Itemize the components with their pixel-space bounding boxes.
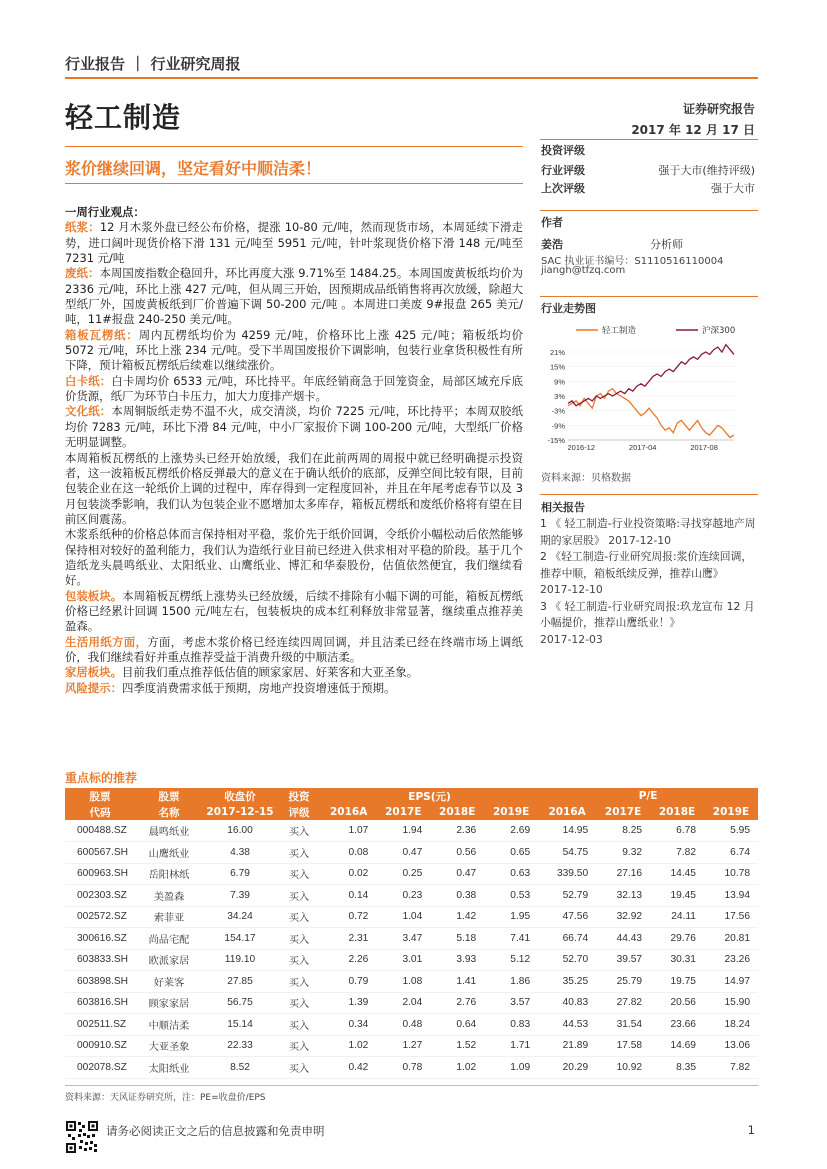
table-cell: 002078.SZ [65,1057,135,1079]
life-text: 方面，考虑木浆价格已经连续四周回调，并且洁柔已经在终端市场上调纸价，我们继续看好并重点推荐受益于消费升级的中顺洁柔。 [65,634,523,664]
related-date: 2017-12-10 [608,533,671,547]
th-rating2: 评级 [277,804,321,820]
trend-rule [540,296,758,297]
trend-chart [538,318,760,458]
table-cell: 29.76 [650,928,704,950]
table-cell: 000910.SZ [65,1035,135,1057]
table-cell: 15.14 [203,1014,277,1036]
table-cell: 买入 [277,906,321,928]
table-cell: 美盈森 [135,885,203,907]
breadcrumb: 行业报告 ｜ 行业研究周报 [65,55,241,73]
table-cell: 1.07 [321,820,376,842]
box-text: 周内瓦楞纸均价为 4259 元/吨，价格环比上涨 425 元/吨；箱板纸均价 5072 元/吨，环比上涨 234 元/吨。受下半周国废报价下调影响，包装行业拿货积极性有所下降，预计箱板瓦楞纸后续难以继续涨价。 [65,327,523,373]
table-cell: 晨鸣纸业 [135,820,203,842]
table-row [65,1035,758,1057]
table-cell: 中顺洁柔 [135,1014,203,1036]
table-subheader-row [65,804,758,820]
th-price: 收盘价 [203,788,277,804]
culture-paragraph [65,404,523,450]
table-cell: 好莱客 [135,971,203,993]
y-tick-label: -9% [551,421,565,431]
table-cell: 603833.SH [65,949,135,971]
table-cell: 0.34 [321,1014,376,1036]
table-cell: 23.66 [650,1014,704,1036]
table-cell: 6.79 [203,863,277,885]
related-date: 2017-12-03 [540,632,603,646]
th-code2: 代码 [65,804,135,820]
trend-heading: 行业走势图 [541,302,596,315]
table-cell: 0.65 [484,842,538,864]
table-cell: 1.02 [321,1035,376,1057]
legend-label: 轻工制造 [602,326,637,336]
table-cell: 56.75 [203,992,277,1014]
series-line [568,345,734,406]
risk-text: 四季度消费需求低于预期，房地产投资增速低于预期。 [121,680,396,695]
table-cell: 2.04 [376,992,430,1014]
industry-title: 轻工制造 [65,101,182,134]
report-type: 证券研究报告 [682,102,755,116]
headline-rule-top [65,146,523,147]
previous-rating-value: 强于大市 [711,182,755,195]
table-cell: 0.02 [321,863,376,885]
home-text: 目前我们重点推荐低估值的顾家家居、好莱客和大亚圣象。 [121,665,419,680]
table-cell: 买入 [277,1035,321,1057]
table-cell: 40.83 [538,992,596,1014]
table-cell: 1.08 [376,971,430,993]
table-cell: 13.06 [704,1035,758,1057]
table-cell: 603816.SH [65,992,135,1014]
th-price-date: 2017-12-15 [203,804,277,820]
table-cell: 7.41 [484,928,538,950]
table-cell: 索菲亚 [135,906,203,928]
table-cell: 6.74 [704,842,758,864]
related-item[interactable] [540,549,758,599]
table-cell: 21.89 [538,1035,596,1057]
table-cell: 66.74 [538,928,596,950]
waste-keyword: 废纸： [65,266,100,281]
table-cell: 10.92 [596,1057,650,1079]
y-tick-label: -15% [547,436,565,445]
x-tick-label: 2017-04 [628,443,657,452]
table-cell: 34.24 [203,906,277,928]
table-cell: 13.94 [704,885,758,907]
th-year: 2019E [704,804,758,820]
table-cell: 22.33 [203,1035,277,1057]
industry-rating-value: 强于大市(维持评级) [658,164,755,177]
th-year: 2018E [650,804,704,820]
table-cell: 0.79 [321,971,376,993]
table-cell: 23.26 [704,949,758,971]
table-cell: 1.95 [484,906,538,928]
table-cell: 2.76 [430,992,484,1014]
table-cell: 47.56 [538,906,596,928]
table-cell: 买入 [277,820,321,842]
table-cell: 27.82 [596,992,650,1014]
table-heading: 重点标的推荐 [65,771,138,785]
th-rating: 投资 [277,788,321,804]
table-cell: 0.64 [430,1014,484,1036]
table-cell: 18.24 [704,1014,758,1036]
white-paragraph [65,374,523,405]
table-cell: 16.00 [203,820,277,842]
table-cell: 买入 [277,1014,321,1036]
table-cell: 大亚圣象 [135,1035,203,1057]
white-keyword: 白卡纸： [65,373,112,388]
table-cell: 买入 [277,928,321,950]
table-cell: 7.39 [203,885,277,907]
th-pe: P/E [538,788,758,804]
table-cell: 7.82 [704,1057,758,1079]
table-cell: 山鹰纸业 [135,842,203,864]
table-cell: 3.01 [376,949,430,971]
table-row [65,842,758,864]
table-cell: 买入 [277,1057,321,1079]
table-cell: 2.36 [430,820,484,842]
table-cell: 600567.SH [65,842,135,864]
pack-paragraph [65,589,523,635]
table-cell: 14.45 [650,863,704,885]
table-cell: 14.95 [538,820,596,842]
table-row [65,992,758,1014]
table-cell: 19.45 [650,885,704,907]
table-cell: 603898.SH [65,971,135,993]
th-name2: 名称 [135,804,203,820]
home-paragraph [65,665,523,680]
legend-label: 沪深300 [702,326,736,336]
table-row [65,971,758,993]
table-cell: 119.10 [203,949,277,971]
table-cell: 岳阳林纸 [135,863,203,885]
table-row [65,906,758,928]
table-row [65,820,758,842]
table-cell: 300616.SZ [65,928,135,950]
table-cell: 1.86 [484,971,538,993]
table-cell: 0.42 [321,1057,376,1079]
header-rule [65,77,758,79]
table-cell: 0.72 [321,906,376,928]
table-cell: 52.70 [538,949,596,971]
table-cell: 2.26 [321,949,376,971]
related-title[interactable]: 1 《 轻工制造-行业投资策略:寻找穿越地产周期的家居股》 [540,517,756,547]
x-tick-label: 2016-12 [567,443,596,452]
x-tick-label: 2017-08 [690,443,718,452]
culture-keyword: 文化纸： [65,404,112,419]
table-cell: 买入 [277,842,321,864]
pack-text: 本周箱板瓦楞纸上涨势头已经放缓，后续不排除有小幅下调的可能，箱板瓦楞纸价格已经累计回调 1500 元/吨左右，包装板块的成本红利释放非常显著，继续重点推荐美盈森。 [65,588,523,634]
y-tick-label: 15% [549,362,565,372]
table-row [65,928,758,950]
table-cell: 1.71 [484,1035,538,1057]
waste-text: 本周国废指数企稳回升，环比再度大涨 9.71%至 1484.25。本周国废黄板纸均价为 2336 元/吨，环比上涨 427 元/吨，但从周三开始，因预期成品纸销售将再次放缓，除超大型纸厂外，国废黄板纸到厂价普遍下调 50-200 元/吨 。本周进口美废 9#报盘 265 美元/吨，11#报盘 240-250 美元/吨。 [65,266,523,327]
table-cell: 339.50 [538,863,596,885]
box-keyword: 箱板瓦楞纸： [65,327,139,342]
table-cell: 2.69 [484,820,538,842]
table-cell: 24.11 [650,906,704,928]
table-row [65,863,758,885]
table-cell: 1.09 [484,1057,538,1079]
home-keyword: 家居板块。 [65,665,122,680]
y-tick-label: 9% [554,377,565,387]
table-cell: 15.90 [704,992,758,1014]
table-cell: 9.32 [596,842,650,864]
previous-rating-label: 上次评级 [541,182,585,195]
table-cell: 1.52 [430,1035,484,1057]
table-cell: 25.79 [596,971,650,993]
table-cell: 20.56 [650,992,704,1014]
table-cell: 1.94 [376,820,430,842]
table-cell: 0.38 [430,885,484,907]
table-cell: 1.41 [430,971,484,993]
table-cell: 8.25 [596,820,650,842]
table-header-row [65,788,758,804]
table-cell: 0.56 [430,842,484,864]
culture-text: 本周铜版纸走势不温不火，成交清淡，均价 7225 元/吨，环比持平；本周双胶纸均价 7283 元/吨，环比下滑 84 元/吨，中小厂家报价下调 100-200 元/吨，大型纸厂价格无明显调整。 [65,404,523,450]
table-cell: 8.35 [650,1057,704,1079]
table-cell: 20.29 [538,1057,596,1079]
headline: 浆价继续回调，坚定看好中顺洁柔！ [65,159,322,178]
table-cell: 14.97 [704,971,758,993]
table-cell: 太阳纸业 [135,1057,203,1079]
related-item[interactable] [540,516,758,549]
table-cell: 000488.SZ [65,820,135,842]
y-tick-label: -3% [551,406,565,416]
table-cell: 35.25 [538,971,596,993]
pulp-text: 12 月木浆外盘已经公布价格，提涨 10-80 元/吨，然而现货市场，本周延续下滑走势，进口阔叶现货价格下滑 131 元/吨至 5951 元/吨，针叶浆现货价格下滑 148 元/吨至 7231 元/吨 [65,220,523,266]
table-cell: 顾家家居 [135,992,203,1014]
th-code: 股票 [65,788,135,804]
related-date: 2017-12-10 [540,583,603,596]
risk-keyword: 风险提示： [65,680,122,695]
table-cell: 0.25 [376,863,430,885]
table-cell: 32.92 [596,906,650,928]
table-cell: 0.83 [484,1014,538,1036]
life-keyword: 生活用纸方面， [65,634,148,649]
white-text: 白卡周均价 6533 元/吨，环比持平。年底经销商急于回笼资金，局部区域充斥底价货源，纸厂为环节白卡压力，加大力度排产烟卡。 [65,373,523,404]
th-year: 2016A [321,804,376,820]
table-row [65,1014,758,1036]
related-rule [540,494,758,495]
table-cell: 3.93 [430,949,484,971]
table-cell: 002572.SZ [65,906,135,928]
table-cell: 44.43 [596,928,650,950]
table-cell: 27.16 [596,863,650,885]
table-cell: 002511.SZ [65,1014,135,1036]
table-cell: 1.42 [430,906,484,928]
footer-notice: 请务必阅读正文之后的信息披露和免责申明 [106,1124,325,1138]
table-cell: 3.57 [484,992,538,1014]
report-date: 2017 年 12 月 17 日 [631,123,755,137]
table-cell: 17.58 [596,1035,650,1057]
table-cell: 31.54 [596,1014,650,1036]
box-paragraph [65,328,523,374]
table-cell: 002303.SZ [65,885,135,907]
rating-rule [540,139,758,140]
table-cell: 32.13 [596,885,650,907]
table-cell: 6.78 [650,820,704,842]
th-name: 股票 [135,788,203,804]
related-item[interactable] [540,599,758,649]
table-cell: 52.79 [538,885,596,907]
rating-heading: 投资评级 [541,144,585,157]
table-cell: 600963.SH [65,863,135,885]
author-heading: 作者 [541,216,563,229]
table-cell: 4.38 [203,842,277,864]
table-cell: 154.17 [203,928,277,950]
table-cell: 0.14 [321,885,376,907]
table-cell: 5.18 [430,928,484,950]
related-title[interactable]: 3 《 轻工制造-行业研究周报:玖龙宣布 12 月小幅提价，推荐山鹰纸业！》 [540,599,755,629]
author-name: 姜浩 [541,238,563,251]
y-tick-label: 21% [549,348,565,357]
table-cell: 5.12 [484,949,538,971]
author-role: 分析师 [650,238,683,251]
pulp-commentary: 木浆系纸种的价格总体而言保持相对平稳，浆价先于纸价回调，令纸价小幅松动后依然能够保持相对较好的盈利能力，我们认为造纸行业目前已经进入供求相对平稳的阶段。基于几个造纸龙头晨鸣纸业、太阳纸业、山鹰纸业、博汇和华泰股份，估值依然便宜，我们继续看好。 [65,527,523,588]
related-heading: 相关报告 [541,501,585,514]
table-cell: 1.39 [321,992,376,1014]
table-cell: 44.53 [538,1014,596,1036]
qr-code-icon [65,1120,99,1154]
table-cell: 0.47 [430,863,484,885]
table-cell: 0.63 [484,863,538,885]
th-year: 2019E [484,804,538,820]
table-cell: 买入 [277,949,321,971]
table-source: 资料来源：天风证券研究所，注：PE=收盘价/EPS [65,1093,266,1103]
life-paragraph [65,635,523,666]
stock-table [65,788,758,1079]
table-cell: 买入 [277,863,321,885]
table-cell: 0.48 [376,1014,430,1036]
table-row [65,885,758,907]
table-cell: 欧派家居 [135,949,203,971]
table-cell: 0.53 [484,885,538,907]
author-cert: SAC 执业证书编号：S1110516110004 [541,256,724,267]
box-commentary: 本周箱板瓦楞纸的上涨势头已经开始放缓，我们在此前两周的周报中就已经明确提示投资者，这一波箱板瓦楞纸价格反弹最大的意义在于确认纸价的底部，反弹空间比较有限，目前包装企业在这一轮纸价上调的过程中，库存得到一定程度回补，并且在年尾考虑春节以及 3 月包装淡季影响，我们认为包装企业不愿增加太多库存，箱板瓦楞纸和废纸价格将有望在目前区间震荡。 [65,450,523,526]
headline-rule-bottom [65,183,523,184]
risk-paragraph [65,681,523,696]
th-year: 2018E [430,804,484,820]
pulp-paragraph [65,220,523,266]
table-cell: 买入 [277,992,321,1014]
th-year: 2017E [376,804,430,820]
table-cell: 7.82 [650,842,704,864]
table-bottom-rule [65,1085,758,1086]
table-cell: 17.56 [704,906,758,928]
table-row [65,949,758,971]
table-cell: 30.31 [650,949,704,971]
table-cell: 买入 [277,885,321,907]
author-rule [540,210,758,211]
trend-source: 资料来源：贝格数据 [541,473,631,484]
table-cell: 19.75 [650,971,704,993]
table-cell: 1.02 [430,1057,484,1079]
table-cell: 买入 [277,971,321,993]
table-cell: 1.27 [376,1035,430,1057]
th-year: 2017E [596,804,650,820]
table-cell: 5.95 [704,820,758,842]
page-number: 1 [747,1123,755,1137]
table-body [65,820,758,1078]
table-cell: 3.47 [376,928,430,950]
th-year: 2016A [538,804,596,820]
table-cell: 2.31 [321,928,376,950]
related-title[interactable]: 2 《轻工制造-行业研究周报:浆价连续回调，推荐中顺，箱板纸续反弹，推荐山鹰》 [540,550,753,580]
table-cell: 39.57 [596,949,650,971]
table-cell: 0.78 [376,1057,430,1079]
table-cell: 0.47 [376,842,430,864]
table-cell: 14.69 [650,1035,704,1057]
industry-rating-label: 行业评级 [541,164,585,177]
body-text [65,205,523,696]
table-row [65,1057,758,1079]
waste-paragraph [65,266,523,327]
pack-keyword: 包装板块。 [65,588,123,603]
section-title: 一周行业观点： [65,205,145,219]
table-cell: 0.23 [376,885,430,907]
y-tick-label: 3% [554,392,565,401]
table-cell: 20.81 [704,928,758,950]
table-cell: 54.75 [538,842,596,864]
table-cell: 尚品宅配 [135,928,203,950]
table-cell: 27.85 [203,971,277,993]
author-email[interactable]: jiangh@tfzq.com [541,265,626,276]
pulp-keyword: 纸浆： [65,220,100,235]
related-list [540,516,758,648]
th-eps: EPS(元) [321,788,538,804]
table-cell: 0.08 [321,842,376,864]
table-cell: 10.78 [704,863,758,885]
table-cell: 1.04 [376,906,430,928]
table-cell: 8.52 [203,1057,277,1079]
